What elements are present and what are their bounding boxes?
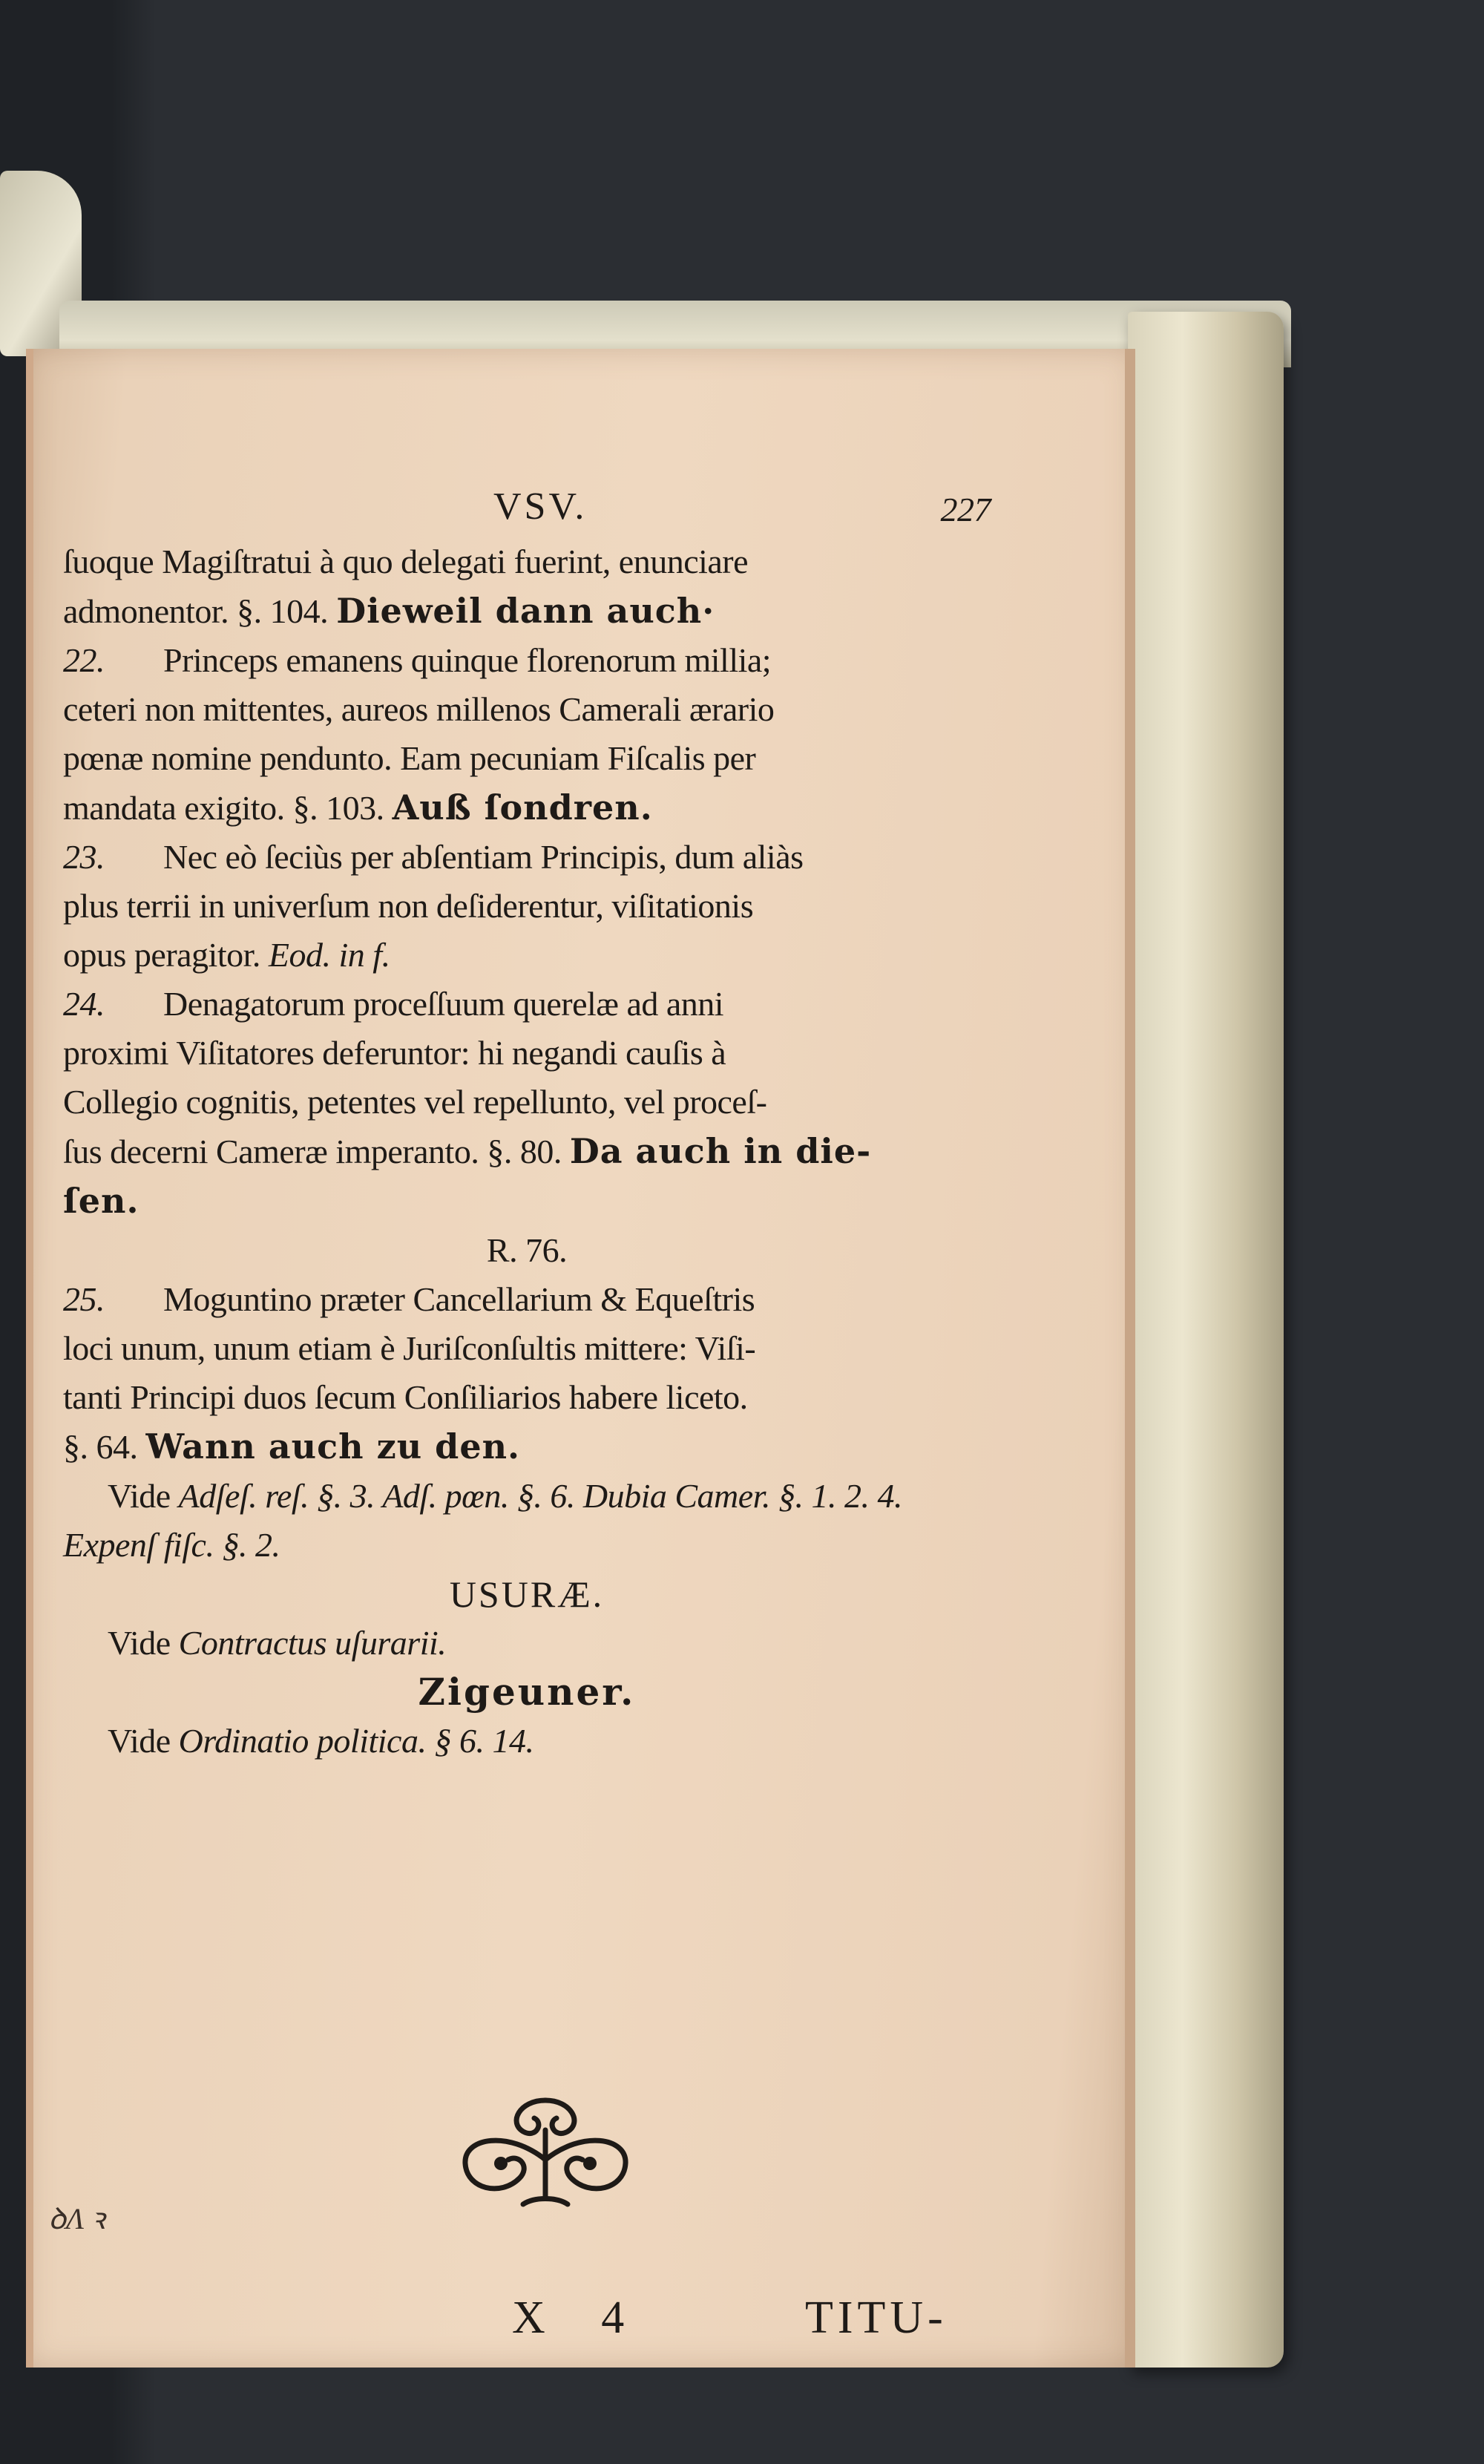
vide-reference-1-cont: Expenſ fiſc. §. 2. <box>63 1526 280 1564</box>
line-text: ceteri non mittentes, aureos millenos Camerali ærario <box>63 690 775 728</box>
line-text: Denagatorum proceſſuum querelæ ad anni <box>163 985 724 1023</box>
line-german-text: ſen. <box>63 1181 139 1221</box>
line-text: ſuoque Magiſtratui à quo delegati fuerint, enunciare <box>63 543 749 580</box>
paragraph-number: 23. <box>63 838 105 876</box>
line-text: proximi Viſitatores deferuntor: hi negandi cauſis à <box>63 1034 726 1072</box>
line-text: tanti Principi duos ſecum Conſiliarios habere liceto. <box>63 1378 748 1416</box>
vide-reference-1 <box>63 1472 991 1521</box>
text-line <box>63 1176 991 1226</box>
paragraph-number: 25. <box>63 1280 105 1318</box>
text-line <box>63 783 991 833</box>
section-marker: R. 76. <box>486 1231 568 1269</box>
line-text: plus terrii in univerſum non deſiderentur, viſitationis <box>63 887 754 925</box>
line-german-text: Wann auch zu den. <box>145 1426 521 1467</box>
vide-prefix: Vide <box>108 1477 171 1515</box>
ink-mark: ꝺΛ ꝛ <box>48 2202 105 2235</box>
page-header <box>63 482 991 537</box>
page-footer <box>63 2293 1028 2353</box>
vide-ref: Contractus uſurarii. <box>178 1624 447 1662</box>
book-page <box>26 349 1135 2368</box>
text-line <box>63 537 991 586</box>
text-line <box>63 1275 991 1324</box>
signature-mark: X 4 <box>512 2293 647 2343</box>
text-line <box>63 586 991 636</box>
paragraph-number: 22. <box>63 641 105 679</box>
vide-prefix: Vide <box>108 1624 171 1662</box>
text-line <box>63 685 991 734</box>
line-text: opus peragitor. <box>63 936 260 974</box>
line-text: Moguntino præter Cancellarium & Equeſtris <box>163 1280 755 1318</box>
line-german-text: Da auch in die- <box>569 1131 872 1171</box>
text-line <box>63 931 991 980</box>
line-text: Princeps emanens quinque florenorum millia; <box>163 641 772 679</box>
text-line <box>63 1324 991 1373</box>
vellum-cover-edge <box>1128 312 1284 2368</box>
line-text: mandata exigito. §. 103. <box>63 789 384 827</box>
paragraph-group-1 <box>63 537 991 1226</box>
line-text: admonentor. §. 104. <box>63 592 329 630</box>
text-line <box>63 1078 991 1127</box>
text-line <box>63 833 991 882</box>
line-text: Nec eò ſeciùs per abſentiam Principis, dum aliàs <box>163 838 804 876</box>
paragraph-group-2 <box>63 1275 991 1472</box>
line-german-text: Dieweil dann auch· <box>336 591 715 631</box>
vide-ref: Ordinatio politica. § 6. 14. <box>178 1722 534 1760</box>
heading-zigeuner: Zigeuner. <box>418 1670 636 1714</box>
text-line <box>63 882 991 931</box>
page-edge-left <box>26 349 33 2368</box>
page-edge-right <box>1125 349 1135 2368</box>
heading-usurae: USURÆ. <box>449 1573 605 1615</box>
text-line <box>63 1029 991 1078</box>
line-text: §. 64. <box>63 1428 138 1466</box>
line-text: pœnæ nomine penduntο. Eam pecuniam Fiſcalis per <box>63 739 756 777</box>
paragraph-number: 24. <box>63 985 105 1023</box>
line-citation: Eod. in f. <box>268 936 390 974</box>
text-line <box>63 734 991 783</box>
line-text: Collegio cognitis, petentes vel repellunto, vel proceſ- <box>63 1083 767 1121</box>
line-german-text: Auß ſondren. <box>392 787 653 828</box>
vide-prefix: Vide <box>108 1722 171 1760</box>
printers-ornament-icon <box>449 2085 642 2219</box>
running-head: VSV. <box>493 485 588 528</box>
vide-reference-3 <box>63 1717 991 1766</box>
line-text: loci unum, unum etiam è Juriſconſultis mittere: Viſi- <box>63 1329 756 1367</box>
page-number: 227 <box>940 491 991 528</box>
line-text: ſus decerni Cameræ imperanto. §. 80. <box>63 1133 562 1170</box>
text-line <box>63 1422 991 1472</box>
vide-ref: Adſeſ. reſ. §. 3. Adſ. pœn. §. 6. Dubia Camer. §. 1. 2. 4. <box>178 1477 902 1515</box>
text-line <box>63 980 991 1029</box>
text-line <box>63 636 991 685</box>
text-line <box>63 1127 991 1176</box>
catchword: TITU- <box>805 2293 948 2343</box>
text-line <box>63 1373 991 1422</box>
vide-reference-2 <box>63 1619 991 1668</box>
